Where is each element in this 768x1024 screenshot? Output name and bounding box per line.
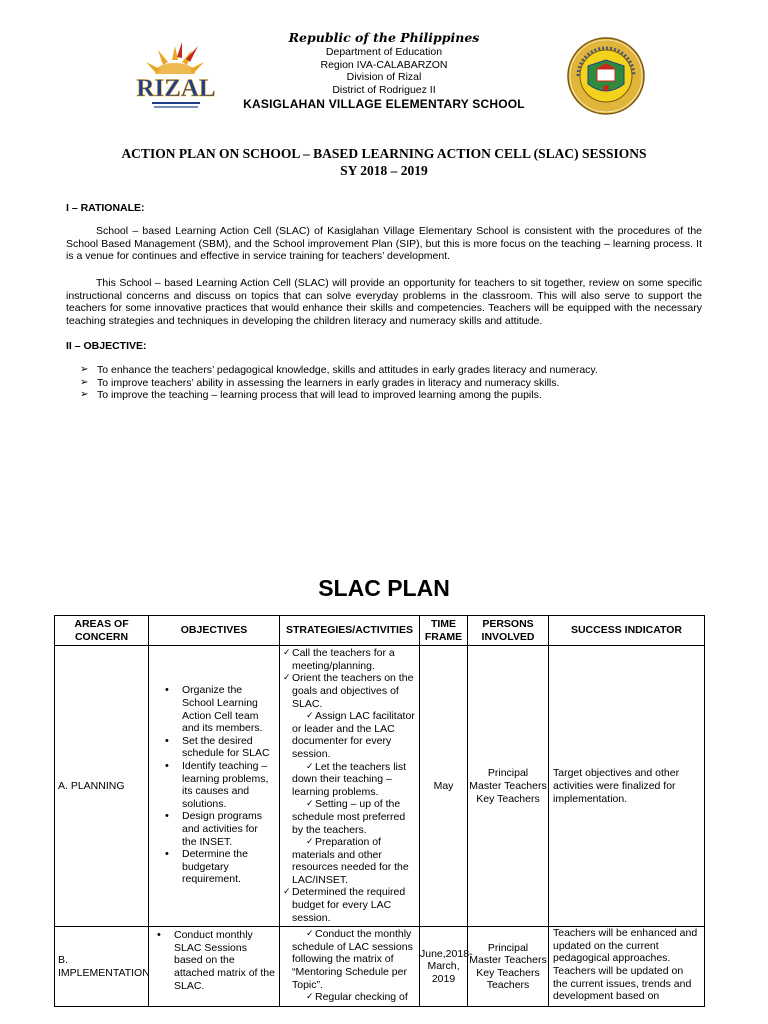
objectives-cell <box>149 927 280 1007</box>
rationale-paragraph-2 <box>66 277 702 327</box>
table-row <box>55 646 705 927</box>
person-entry: Master Teachers <box>469 954 547 967</box>
objectives-cell <box>149 646 280 927</box>
republic-line: Republic of the Philippines <box>288 30 480 45</box>
persons-cell <box>468 927 549 1007</box>
objective-bullet: • Design programs and activities for the INSET. <box>163 810 275 848</box>
table-row <box>55 927 705 1007</box>
objective-item: ➢ To improve teachers’ ability in assessing the learners in early grades in literacy and numeracy skills. <box>80 377 700 390</box>
strategy-item: ✓ Regular checking of <box>283 991 416 1004</box>
school-seal-logo <box>566 36 646 116</box>
persons-cell <box>468 646 549 927</box>
objective-list <box>80 364 700 402</box>
objective-bullet: • Determine the budgetary requirement. <box>163 848 275 886</box>
strategy-item: ✓ Assign LAC facilitator or leader and the LAC documenter for every session. <box>283 710 416 760</box>
person-entry: Key Teachers <box>476 792 540 805</box>
time-frame-cell: May <box>420 646 468 927</box>
header-success-indicator: SUCCESS INDICATOR <box>549 616 705 646</box>
person-entry: Principal <box>487 941 529 954</box>
objective-bullet: • Conduct monthly SLAC Sessions based on the attached matrix of the SLAC. <box>155 929 275 992</box>
district-line: District of Rodriguez II <box>332 83 436 96</box>
objective-heading: II – OBJECTIVE: <box>66 340 147 352</box>
area-cell: A. PLANNING <box>55 646 149 927</box>
area-cell: B. IMPLEMENTATION <box>55 927 149 1007</box>
time-frame-cell: June,2018-March, 2019 <box>420 927 468 1007</box>
objective-item: ➢ To enhance the teachers’ pedagogical knowledge, skills and attitudes in early grades literacy and numeracy. <box>80 364 700 377</box>
objective-bullet: • Identify teaching – learning problems, its causes and solutions. <box>163 760 275 810</box>
header-strategies: STRATEGIES/ACTIVITIES <box>280 616 420 646</box>
rizal-logo-wordmark: RIZAL <box>136 75 216 102</box>
rationale-p2-text: This School – based Learning Action Cell (SLAC) will provide an opportunity for teachers to sit together, review on some specific instructional concerns and discuss on topics that can solve everyday problems in the classroom. This will also serve to support the teachers for some innovative practices that would enhance their skills and competencies. Teachers will be equipped with the necessary teaching strategies and techniques in developing the children literacy and numeracy skills and attitude. <box>66 277 702 327</box>
strategy-item: ✓ Determined the required budget for every LAC session. <box>283 886 416 924</box>
objective-bullet: • Organize the School Learning Action Cell team and its members. <box>163 684 275 734</box>
slac-plan-table <box>54 615 705 1007</box>
strategy-item: ✓ Let the teachers list down their teaching – learning problems. <box>283 761 416 799</box>
slac-plan-title: SLAC PLAN <box>318 575 450 601</box>
strategy-item: ✓ Call the teachers for a meeting/planning. <box>283 647 416 672</box>
header-areas-of-concern: AREAS OF CONCERN <box>55 616 149 646</box>
strategies-cell <box>280 927 420 1007</box>
strategies-cell <box>280 646 420 927</box>
header-persons-involved: PERSONS INVOLVED <box>468 616 549 646</box>
strategy-item: ✓ Conduct the monthly schedule of LAC sessions following the matrix of “Mentoring Schedule per Topic”. <box>283 928 416 991</box>
objective-bullet: • Set the desired schedule for SLAC <box>163 735 275 760</box>
header-objectives: OBJECTIVES <box>149 616 280 646</box>
school-name: KASIGLAHAN VILLAGE ELEMENTARY SCHOOL <box>243 97 525 111</box>
letterhead-text <box>0 30 768 112</box>
title-line-2: SY 2018 – 2019 <box>340 163 428 178</box>
strategy-item: ✓ Orient the teachers on the goals and objectives of SLAC. <box>283 672 416 710</box>
person-entry: Master Teachers <box>469 779 547 792</box>
division-line: Division of Rizal <box>346 71 422 83</box>
rationale-p1-text: School – based Learning Action Cell (SLAC) of Kasiglahan Village Elementary School is consistent with the procedures of the School Based Management (SBM), and the School improvement Plan (SIP), but this is more focus on the teaching – learning process. It is a venue for continues and effective in service training for teachers’ development. <box>66 225 702 263</box>
person-entry: Key Teachers <box>476 966 540 979</box>
title-line-1: ACTION PLAN ON SCHOOL – BASED LEARNING ACTION CELL (SLAC) SESSIONS <box>121 146 647 161</box>
department-line: Department of Education <box>325 46 443 58</box>
rationale-heading: I – RATIONALE: <box>66 202 145 214</box>
person-entry: Principal <box>487 767 529 780</box>
rationale-paragraph-1 <box>66 225 702 263</box>
success-indicator-cell: Teachers will be enhanced and updated on the current pedagogical approaches. Teachers will be updated on the current issues, trends and development based on <box>549 927 705 1007</box>
success-indicator-cell: Target objectives and other activities were finalized for implementation. <box>549 646 705 927</box>
person-entry: Teachers <box>486 979 530 992</box>
strategy-item: ✓ Setting – up of the schedule most preferred by the teachers. <box>283 798 416 836</box>
region-line: Region IVA-CALABARZON <box>320 58 448 71</box>
header-time-frame: TIME FRAME <box>420 616 468 646</box>
document-title <box>0 145 768 179</box>
letterhead <box>0 30 768 120</box>
table-header-row <box>55 616 705 646</box>
objective-item: ➢ To improve the teaching – learning process that will lead to improved learning among the pupils. <box>80 389 700 402</box>
strategy-item: ✓ Preparation of materials and other resources needed for the LAC/INSET. <box>283 836 416 886</box>
